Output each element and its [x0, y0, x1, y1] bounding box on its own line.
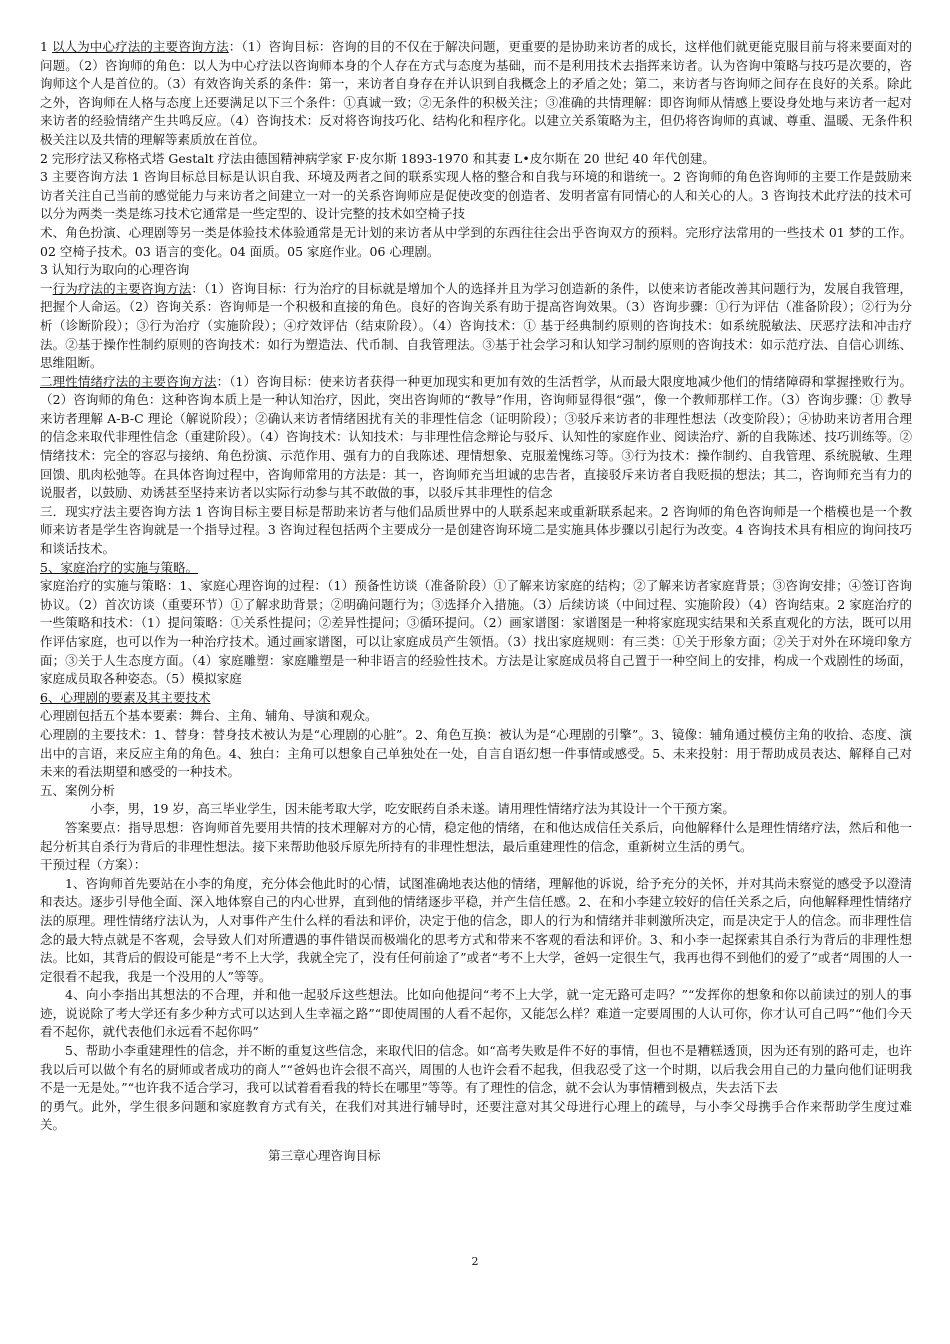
- paragraph-intervention-4: 4、向小李指出其想法的不合理，并和他一起驳斥这些想法。比如向他提问“考不上大学，就一定无路可走吗？”“发挥你的想象和你以前读过的别人的事迹，说说除了考大学还有多少种方式可以达到人生幸福之路”“即使周围的人看不起你，又能怎么样？难道一定要周围的人认可你，你才认可自己吗”“他们今天看不起你，就代表他们永远看不起你吗”: [40, 987, 912, 1040]
- paragraph-intervention-1-3: 1、咨询师首先要站在小李的角度，充分体会他此时的心情，试图准确地表达他的情绪，理解他的诉说，给予充分的关怀，并对其尚未察觉的感受予以澄清和表达。逐步引导他全面、深入地体察自己的内心世界，直到他的情绪逐步平稳，并产生信任感。2、在和小李建立较好的信任关系之后，向他解释理性情绪疗法的原理。理性情绪疗法认为，人对事件产生什么样的看法和评价，决定于他的信念，即人的行为和情绪并非刺激所决定，而是决定于人的信念。而非理性信念的最大特点就是不客观，会导致人们对所遭遇的事件错误而极端化的思考方式和带来不客观的看法和评价。3、和小李一起探索其自杀行为背后的非理性想法。比如，其背后的假设可能是“考不上大学，我就全完了，没有任何前途了”或者“考不上大学，爸妈一定很生气，我再也得不到他们的爱了”或者“周围的人一定很看不起我，我是一个没用的人”等等。: [40, 875, 912, 984]
- section-heading-cognitive-behavioral: 3 认知行为取向的心理咨询: [40, 262, 190, 278]
- paragraph-3: 3 主要咨询方法 1 咨询目标总目标是认识自我、环境及两者之间的联系实现人格的整合和自我与环境的和谐统一。2 咨询师的角色咨询师的主要工作是鼓励来访者关注自己当前的感觉能力与来访者之间建立一对一的关系咨询师应是促使改变的创造者、发明者富有同情心的人和关心的人。3 咨询技术此疗法的技术可以分为两类一类是练习技术它通常是一些定型的、设计完整的技术如空椅子技: [40, 169, 912, 222]
- section-heading-case-analysis: 五、案例分析: [40, 782, 116, 798]
- paragraph-case: 小李，男，19 岁，高三毕业学生，因未能考取大学，吃安眠药自杀未遂。请用理性情绪疗法为其设计一个干预方案。: [90, 801, 735, 817]
- paragraph-4: 术、角色扮演、心理剧等另一类是体验技术体验通常是无计划的来访者从中学到的东西往往会出乎咨询双方的预料。完形疗法常用的一些技术 01 梦的工作。02 空椅子技术。03 语言的变化。04 面质。05 家庭作业。06 心理剧。: [40, 224, 912, 259]
- paragraph-psychodrama-techniques: 心理剧的主要技术：1、替身：替身技术被认为是“心理剧的心脏”。2、角色互换：被认为是“心理剧的引擎”。3、镜像：辅角通过模仿主角的收拾、态度、演出中的言语，来反应主角的角色。4、独白：主角可以想象自己单独处在一处，自言自语幻想一件事情或感受。5、未来投射：用于帮助成员表达、解释自己对未来的看法期望和感受的一种技术。: [40, 726, 912, 780]
- chapter-title: 第三章心理咨询目标: [268, 1148, 381, 1164]
- paragraph-2: 2 完形疗法又称格式塔 Gestalt 疗法由德国精神病学家 F·皮尔斯 1893-1970 和其妻 L•皮尔斯在 20 世纪 40 年代创建。: [40, 150, 715, 166]
- paragraph-psychodrama-elements: 心理剧包括五个基本要素：舞台、主角、辅角、导演和观众。: [40, 708, 378, 724]
- paragraph-intervention-heading: 干预过程（方案）：: [40, 857, 147, 873]
- section-heading-psychodrama: 6、心理剧的要素及其主要技术: [40, 689, 211, 705]
- document-body: [40, 38, 912, 1166]
- paragraph-behavior-therapy: 一行为疗法的主要咨询方法：（1）咨询目标：行为治疗的目标就是增加个人的选择并且为学习创造新的条件，以使来访者能改善其问题行为，发展自我管理，把握个人命运。（2）咨询关系：咨询师是一个积极和直接的角色。良好的咨询关系有助于提高咨询效果。（3）咨询步骤：①行为评估（准备阶段）；②行为分析（诊断阶段）；③行为治疗（实施阶段）；④疗效评估（结束阶段）。（4）咨询技术：① 基于经典制约原则的咨询技术：如系统脱敏法、厌恶疗法和冲击疗法。②基于操作性制约原则的咨询技术：如行为塑造法、代币制、自我管理法。③基于社会学习和认知学习制约原则的咨询技术：如示范疗法、自信心训练、思维阻断。: [40, 280, 912, 371]
- paragraph-reality-therapy: 三．现实疗法主要咨询方法 1 咨询目标主要目标是帮助来访者与他们品质世界中的人联系起来或重新联系起来。2 咨询师的角色咨询师是一个楷模也是一个教师来访者是学生咨询就是一个指导过程。3 咨询过程包括两个主要成分一是创建咨询环境二是实施具体步骤以引起行为改变。4 咨询技术具有相应的询问技巧和谈话技术。: [40, 503, 912, 557]
- paragraph-intervention-5: 5、帮助小李重建理性的信念，并不断的重复这些信念，来取代旧的信念。如“高考失败是件不好的事情，但也不是糟糕透顶，因为还有别的路可走，也许我以后可以做个有名的厨师或者成功的商人”“爸妈也许会很不高兴，周围的人也许会看不起我，但我忍受了这一个时期，以后我会用自己的力量向他们证明我不是一无是处。”“也许我不适合学习，我可以试着看看我的特长在哪里”等等。有了理性的信念，就不会认为事情糟到极点，失去活下去: [40, 1043, 912, 1096]
- page-number: 2: [471, 1255, 479, 1268]
- paragraph-closing: 的勇气。此外，学生很多问题和家庭教育方式有关，在我们对其进行辅导时，还要注意对其父母进行心理上的疏导，与小李父母携手合作来帮助学生度过难关。: [40, 1098, 912, 1133]
- paragraph-family-therapy: 家庭治疗的实施与策略：1、家庭心理咨询的过程：（1）预备性访谈（准备阶段）①了解来访家庭的结构；②了解来访者家庭背景；③咨询安排；④签订咨询协议。（2）首次访谈（重要环节）①了解求助背景；②明确问题行为；③选择介入措施。（3）后续访谈（中间过程、实施阶段）（4）咨询结束。2 家庭治疗的一些策略和技术：（1）提问策略：①关系性提问；②差异性提问；③循环提问。（2）画家谱图：家谱图是一种将家庭现实结果和关系直观化的方法，既可以用作评估家庭，也可以作为一种治疗技术。通过画家谱图，可以让家庭成员产生领悟。（3）找出家庭规则：有三类：①关于形象方面；②关于对外在环境印象方面；③关于人生态度方面。（4）家庭雕塑：家庭雕塑是一种非语言的经验性技术。方法是让家庭成员将自己置于一种空间上的安排，构成一个戏剧性的场面，家庭成员取各种姿态。（5）模拟家庭: [40, 578, 912, 687]
- section-heading-family-therapy: 5、家庭治疗的实施与策略。: [40, 559, 198, 575]
- paragraph-1: 1 以人为中心疗法的主要咨询方法：（1）咨询目标：咨询的目的不仅在于解决问题，更重要的是协助来访者的成长，这样他们就更能克服目前与将来要面对的问题。（2）咨询师的角色：以人为中心疗法以咨询师本身的个人存在方式与态度为基础，而不是利用技术去指挥来访者。认为咨询中策略与技巧是次要的，咨询师这个人是首位的。（3）有效咨询关系的条件：第一，来访者自身存在并认识到自我概念上的矛盾之处；第二，来访者与咨询师之间存在良好的关系。除此之外，咨询师在人格与态度上还要满足以下三个条件：①真诚一致；②无条件的积极关注；③准确的共情理解：即咨询师从情感上要设身处地与来访者一起对来访者的经验情绪产生共鸣反应。（4）咨询技术：反对将咨询技巧化、结构化和程序化。以建立关系策略为主，但仍将咨询师的真诚、尊重、温暖、无条件积极关注以及共情的理解等素质放在首位。: [40, 39, 912, 147]
- paragraph-ret: 二理性情绪疗法的主要咨询方法：（1）咨询目标：使来访者获得一种更加现实和更加有效的生活哲学，从而最大限度地减少他们的情绪障碍和掌握挫败行为。（2）咨询师的角色：这种咨询本质上是一种认知治疗，因此，突出咨询师的“教导”作用，咨询师显得很“强”，像一个教师那样工作。（3）咨询步骤：① 教导来访者理解 A-B-C 理论（解说阶段）；②确认来访者情绪困扰有关的非理性信念（证明阶段）；③驳斥来访者的非理性想法（改变阶段）；④协助来访者用合理的信念来取代非理性信念（重建阶段）。（4）咨询技术：认知技术：与非理性信念辩论与驳斥、认知性的家庭作业、阅读治疗、新的自我陈述、技巧训练等。②情绪技术：完全的容忍与接纳、角色扮演、示范作用、强有力的自我陈述、理情想象、克服羞愧练习等。③行为技术：操作制约、自我管理、系统脱敏、生理回馈、肌肉松弛等。在具体咨询过程中，咨询师常用的方法是：其一，咨询师充当坦诚的忠告者，直接驳斥来访者自我贬损的想法；其二，咨询师充当有力的说服者，以鼓励、劝诱甚至坚持来访者以实际行动参与其不敢做的事，以驳斥其非理性的信念: [40, 373, 912, 501]
- paragraph-answer-points: 答案要点：指导思想：咨询师首先要用共情的技术理解对方的心情，稳定他的情绪，在和他达成信任关系后，向他解释什么是理性情绪疗法，然后和他一起分析其自杀行为背后的非理性想法。接下来帮助他驳斥原先所持有的非理性想法，最后重建理性的信念，重新树立生活的勇气。: [40, 819, 912, 854]
